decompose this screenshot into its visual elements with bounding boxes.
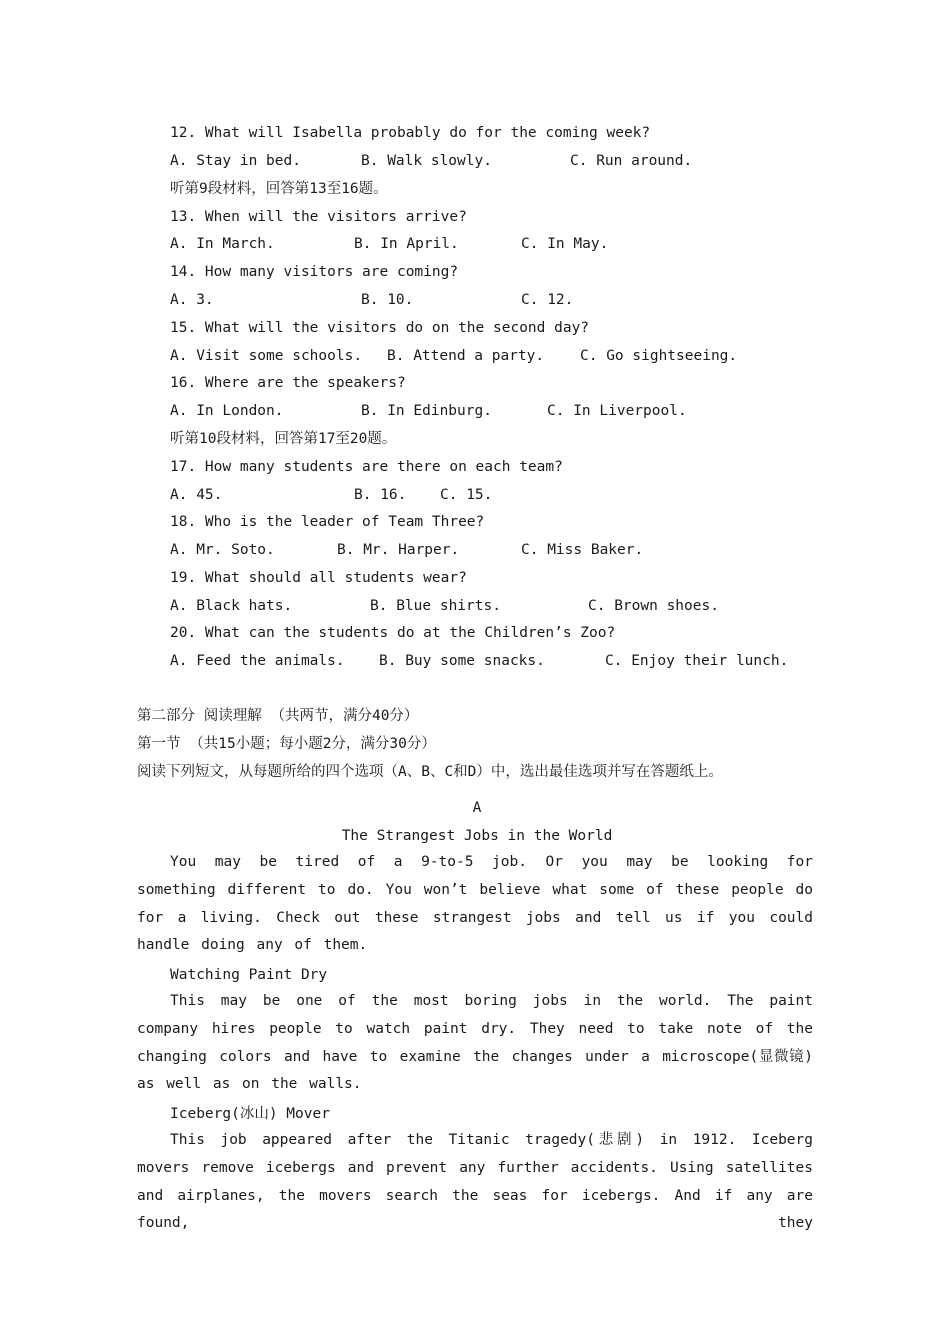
option-12c: C. Run around. bbox=[570, 153, 693, 169]
option-18c: C. Miss Baker. bbox=[521, 542, 644, 558]
job2-title: Iceberg(冰山) Mover bbox=[170, 1106, 330, 1122]
job1-title: Watching Paint Dry bbox=[170, 967, 328, 983]
part-title: 第二部分 阅读理解 （共两节，满分40分） bbox=[137, 708, 419, 724]
option-12b: B. Walk slowly. bbox=[361, 153, 492, 169]
option-20a: A. Feed the animals. bbox=[170, 653, 345, 669]
option-17a: A. 45. bbox=[170, 487, 223, 503]
question-13: 13. When will the visitors arrive? bbox=[170, 209, 467, 225]
option-13c: C. In May. bbox=[521, 236, 609, 252]
question-16: 16. Where are the speakers? bbox=[170, 375, 406, 391]
option-14a: A. 3. bbox=[170, 292, 214, 308]
option-18b: B. Mr. Harper. bbox=[337, 542, 460, 558]
option-18a: A. Mr. Soto. bbox=[170, 542, 275, 558]
option-15b: B. Attend a party. bbox=[387, 348, 545, 364]
intro-paragraph: You may be tired of a 9-to-5 job. Or you may be looking for something different to do. You won’t believe what some of these people do for a living. Check out these strangest jobs and tell us if you could handle doing any of them. bbox=[137, 854, 813, 954]
option-20b: B. Buy some snacks. bbox=[379, 653, 545, 669]
section-title: 第一节 （共15小题；每小题2分，满分30分） bbox=[137, 736, 436, 752]
passage-letter: A bbox=[472, 800, 482, 816]
passage-title: The Strangest Jobs in the World bbox=[341, 828, 613, 844]
option-17c: C. 15. bbox=[440, 487, 493, 503]
option-12a: A. Stay in bed. bbox=[170, 153, 301, 169]
instruction-section-10: 听第10段材料，回答第17至20题。 bbox=[170, 431, 397, 447]
option-16a: A. In London. bbox=[170, 403, 284, 419]
question-17: 17. How many students are there on each team? bbox=[170, 459, 563, 475]
option-16c: C. In Liverpool. bbox=[547, 403, 687, 419]
question-14: 14. How many visitors are coming? bbox=[170, 264, 459, 280]
job1-paragraph: This may be one of the most boring jobs in the world. The paint company hires people to watch paint dry. They need to take note of the changing colors and have to examine the changes under a microscope(显微镜) as well as on the walls. bbox=[137, 993, 813, 1093]
option-13b: B. In April. bbox=[354, 236, 459, 252]
option-19a: A. Black hats. bbox=[170, 598, 293, 614]
option-20c: C. Enjoy their lunch. bbox=[605, 653, 789, 669]
option-15a: A. Visit some schools. bbox=[170, 348, 363, 364]
question-15: 15. What will the visitors do on the second day? bbox=[170, 320, 590, 336]
job2-paragraph: This job appeared after the Titanic tragedy(悲剧) in 1912. Iceberg movers remove icebergs and prevent any further accidents. Using satellites and airplanes, the movers search the seas for icebergs. And if any are found, they bbox=[137, 1132, 813, 1232]
reading-instruction: 阅读下列短文，从每题所给的四个选项（A、B、C和D）中，选出最佳选项并写在答题纸上。 bbox=[137, 764, 723, 780]
option-14c: C. 12. bbox=[521, 292, 574, 308]
question-20: 20. What can the students do at the Children’s Zoo? bbox=[170, 625, 616, 641]
option-17b: B. 16. bbox=[354, 487, 407, 503]
option-14b: B. 10. bbox=[361, 292, 414, 308]
option-15c: C. Go sightseeing. bbox=[580, 348, 738, 364]
option-19c: C. Brown shoes. bbox=[588, 598, 719, 614]
option-19b: B. Blue shirts. bbox=[370, 598, 501, 614]
instruction-section-9: 听第9段材料，回答第13至16题。 bbox=[170, 181, 388, 197]
question-18: 18. Who is the leader of Team Three? bbox=[170, 514, 485, 530]
option-16b: B. In Edinburg. bbox=[361, 403, 492, 419]
question-19: 19. What should all students wear? bbox=[170, 570, 467, 586]
question-12: 12. What will Isabella probably do for the coming week? bbox=[170, 125, 651, 141]
option-13a: A. In March. bbox=[170, 236, 275, 252]
